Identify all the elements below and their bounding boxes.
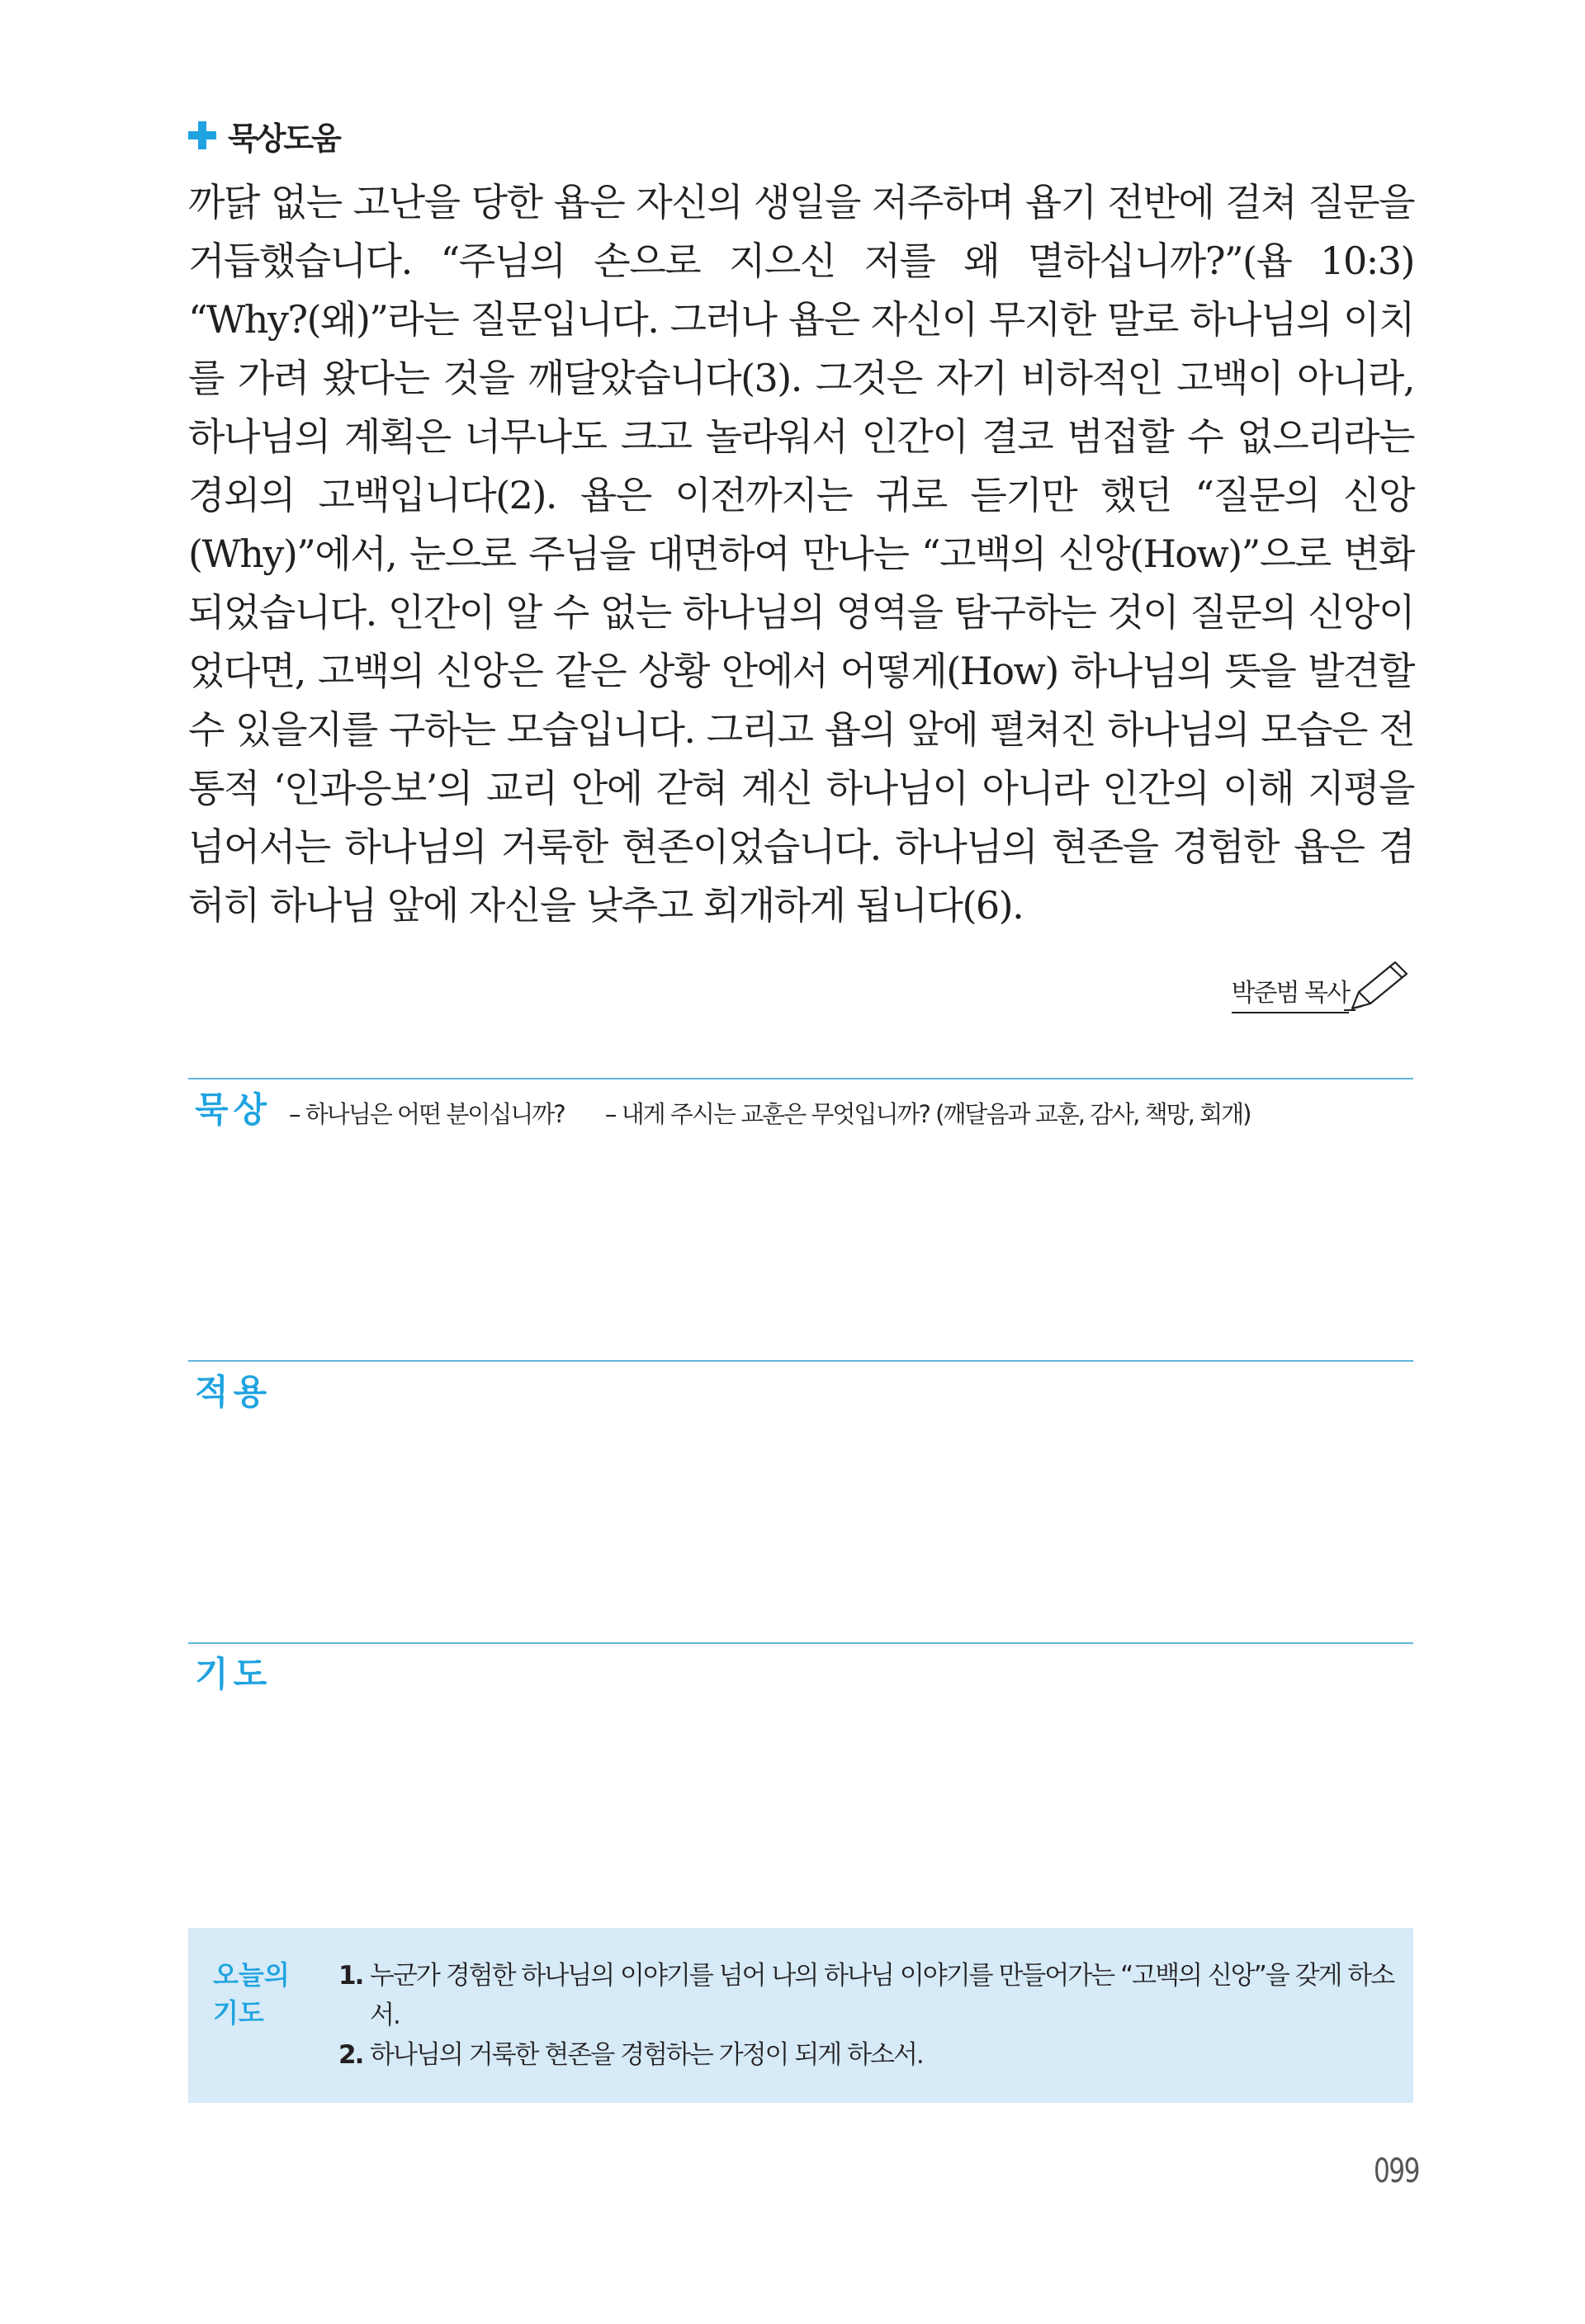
meditation-prompts xyxy=(289,1096,1285,1130)
prayer-item-text: 누군가 경험한 하나님의 이야기를 넘어 나의 하나님 이야기를 만들어가는 “고백의 신앙”을 갖게 하소서. xyxy=(370,1961,1394,2030)
todays-prayer-label: 오늘의 기도 xyxy=(213,1959,290,2029)
plus-icon xyxy=(188,121,216,149)
prayer-item-text: 하나님의 거룩한 현존을 경험하는 가정이 되게 하소서. xyxy=(370,2040,923,2070)
application-label: 적용 xyxy=(195,1372,272,1412)
todays-prayer-box xyxy=(188,1928,1413,2103)
author-name: 박준범 목사 xyxy=(1232,972,1349,1013)
section-header xyxy=(188,111,339,160)
prayer-item xyxy=(338,1956,1395,2035)
devotional-body-text: 까닭 없는 고난을 당한 욥은 자신의 생일을 저주하며 욥기 전반에 걸쳐 질문을 거듭했습니다. “주님의 손으로 지으신 저를 왜 멸하십니까?”(욥 10:3) “Why?(왜)”라는 질문입니다. 그러나 욥은 자신이 무지한 말로 하나님의 이치를 가려 왔다는 것을 깨달았습니다(3). 그것은 자기 비하적인 고백이 아니라, 하나님의 계획은 너무나도 크고 놀라워서 인간이 결코 범접할 수 없으리라는 경외의 고백입니다(2). 욥은 이전까지는 귀로 듣기만 했던 “질문의 신앙(Why)”에서, 눈으로 주님을 대면하여 만나는 “고백의 신앙(How)”으로 변화되었습니다. 인간이 알 수 없는 하나님의 영역을 탐구하는 것이 질문의 신앙이었다면, 고백의 신앙은 같은 상황 안에서 어떻게(How) 하나님의 뜻을 발견할 수 있을지를 구하는 모습입니다. 그리고 욥의 앞에 펼쳐진 하나님의 모습은 전통적 ‘인과응보’의 교리 안에 갇혀 계신 하나님이 아니라 인간의 이해 지평을 넘어서는 하나님의 거룩한 현존이었습니다. 하나님의 현존을 경험한 욥은 겸허히 하나님 앞에 자신을 낮추고 회개하게 됩니다(6). xyxy=(188,180,1414,928)
author-signature xyxy=(1139,956,1413,1013)
page-number: 099 xyxy=(1374,2152,1419,2190)
prayer-label: 기도 xyxy=(195,1654,272,1694)
prayer-item-number: 2. xyxy=(338,2040,363,2070)
section-title: 묵상도움 xyxy=(228,120,339,157)
todays-prayer-list xyxy=(338,1956,1395,2075)
pencil-icon xyxy=(1344,959,1413,1013)
meditation-prompt-god: – 하나님은 어떤 분이십니까? xyxy=(289,1100,565,1128)
application-divider xyxy=(188,1360,1413,1362)
prayer-item xyxy=(338,2035,1395,2075)
prayer-item-number: 1. xyxy=(338,1961,363,1991)
prayer-divider xyxy=(188,1642,1413,1644)
meditation-label: 묵상 xyxy=(195,1089,272,1130)
meditation-prompt-lesson: – 내게 주시는 교훈은 무엇입니까? (깨달음과 교훈, 감사, 책망, 회개) xyxy=(604,1100,1251,1128)
meditation-divider xyxy=(188,1078,1413,1079)
